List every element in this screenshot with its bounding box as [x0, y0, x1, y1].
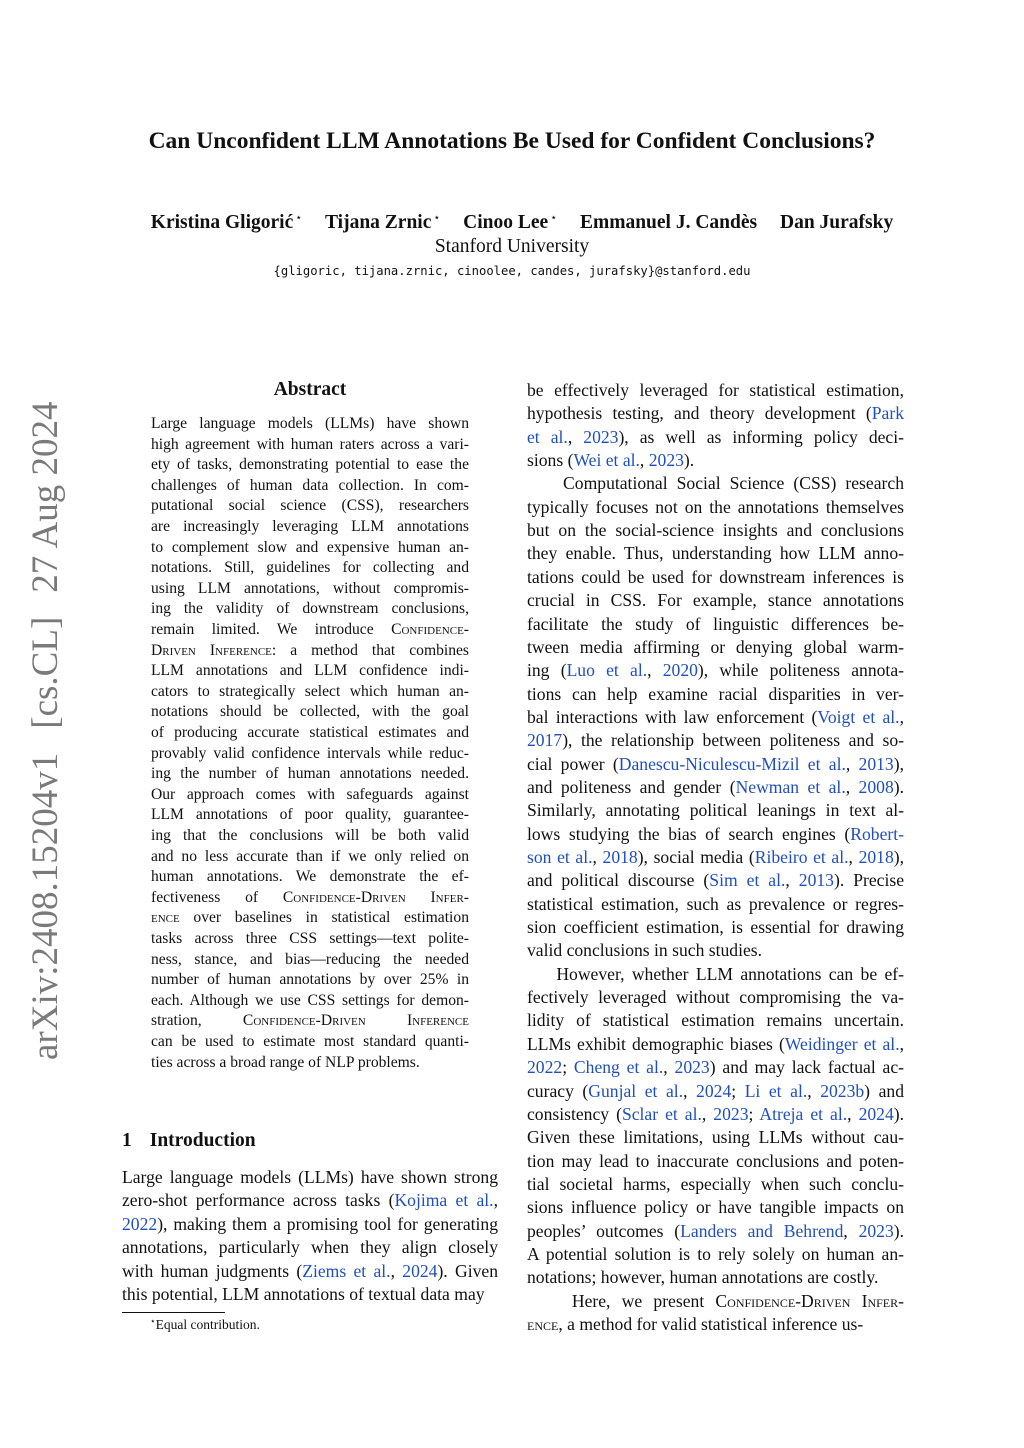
body-line: typically focuses not on the annotations themselves	[527, 496, 904, 517]
author: Tijana Zrnic ⋆	[325, 212, 441, 233]
abstract-line: ness, stance, and bias—reducing the needed	[151, 950, 469, 968]
paper-title: Can Unconfident LLM Annotations Be Used for Confident Conclusions?	[148, 128, 876, 154]
abstract-line: ties across a broad range of NLP problems.	[151, 1053, 420, 1071]
body-line: sions (Wei et al., 2023).	[527, 450, 695, 471]
abstract-line: Our approach comes with safeguards against	[151, 785, 469, 803]
body-line: cial power (Danescu-Niculescu-Mizil et al., 2013),	[527, 753, 904, 774]
footnote: ⋆Equal contribution.	[150, 1316, 260, 1332]
affiliation: Stanford University	[434, 236, 590, 257]
abstract-line: ing the validity of downstream conclusions,	[151, 600, 469, 618]
body-line: and political discourse (Sim et al., 2013). Precise	[527, 870, 905, 891]
abstract-line: remain limited. We introduce Confidence-	[151, 621, 469, 638]
body-line: Computational Social Science (CSS) research	[527, 473, 904, 494]
body-line: hypothesis testing, and theory development (Park	[527, 403, 904, 424]
body-line: lidity of statistical estimation remains uncertain.	[527, 1010, 904, 1031]
body-line: LLMs exhibit demographic biases (Weidinger et al.,	[527, 1033, 905, 1054]
author: Emmanuel J. Candès	[579, 212, 758, 233]
body-line: ence, a method for valid statistical inference us-	[527, 1314, 864, 1334]
body-line: sion coefficient estimation, is essential for drawing	[527, 917, 904, 938]
abstract-line: LLM annotations of poor quality, guarantee-	[151, 806, 469, 824]
abstract-line: ing that the conclusions will be both valid	[151, 827, 469, 844]
body-line: sions influence policy or have tangible impacts on	[527, 1197, 904, 1218]
abstract-line: Driven Inference: a method that combines	[151, 641, 469, 659]
abstract-line: Large language models (LLMs) have shown	[151, 415, 469, 432]
arxiv-category: [cs.CL]	[25, 616, 66, 729]
body-line: fectively leveraged without compromising the va-	[527, 987, 904, 1008]
body-line: However, whether LLM annotations can be ef-	[527, 963, 904, 984]
body-line: son et al., 2018), social media (Ribeiro et al., 2018),	[527, 847, 905, 867]
body-line: tion may lead to inaccurate conclusions and poten-	[527, 1150, 904, 1171]
author: Cinoo Lee ⋆	[463, 212, 558, 233]
body-line: peoples’ outcomes (Landers and Behrend, 2023).	[527, 1220, 905, 1241]
abstract-line: ence over baselines in statistical estimation	[151, 909, 469, 927]
author-list	[0, 211, 1024, 234]
abstract-line: challenges of human data collection. In com-	[151, 476, 469, 494]
arxiv-date: 27 Aug 2024	[25, 401, 66, 593]
section-heading: 1 Introduction	[122, 1130, 256, 1151]
arxiv-id: arXiv:2408.15204v1	[25, 752, 66, 1060]
abstract-line: cators to strategically select which human an-	[151, 682, 469, 700]
abstract-line: and no less accurate than if we only relied on	[151, 847, 469, 865]
abstract-line: human annotations. We demonstrate the ef-	[151, 868, 469, 886]
abstract-line: to complement slow and expensive human an-	[151, 538, 469, 556]
body-line: ing (Luo et al., 2020), while politeness annota-	[527, 660, 904, 681]
body-line: valid conclusions in such studies.	[527, 940, 763, 961]
body-line: statistical estimation, such as prevalence or regres-	[527, 893, 904, 914]
body-line: A potential solution is to rely solely on human an-	[527, 1243, 904, 1264]
abstract-line: LLM annotations and LLM confidence indi-	[151, 662, 469, 680]
body-line: consistency (Sclar et al., 2023; Atreja et al., 2024).	[527, 1103, 905, 1124]
abstract-line: ing the number of human annotations needed.	[151, 765, 469, 783]
abstract-line: provably valid confidence intervals while reduc-	[151, 744, 469, 762]
body-line: tween media affirming or denying global warm-	[527, 636, 904, 657]
body-line: this potential, LLM annotations of textual data may	[122, 1284, 485, 1304]
body-line: zero-shot performance across tasks (Kojima et al.,	[122, 1190, 498, 1211]
body-line: bal interactions with law enforcement (Voigt et al.,	[527, 706, 904, 727]
body-line: Similarly, annotating political leanings in text al-	[527, 800, 904, 821]
body-line: they enable. Thus, understanding how LLM anno-	[527, 543, 904, 564]
author-emails: {gligoric, tijana.zrnic, cinoolee, candes, jurafsky}@stanford.edu	[273, 264, 751, 278]
body-line: curacy (Gunjal et al., 2024; Li et al., 2023b) and	[527, 1080, 904, 1101]
body-line: but on the social-science insights and conclusions	[527, 520, 904, 541]
body-line: tial societal harms, especially when such conclu-	[527, 1173, 904, 1194]
abstract-line: high agreement with human raters across a vari-	[151, 435, 469, 453]
body-line: Here, we present Confidence-Driven Infer-	[527, 1290, 904, 1311]
arxiv-stamp	[24, 401, 68, 1060]
abstract-heading: Abstract	[273, 379, 347, 400]
abstract-line: putational social science (CSS), researchers	[151, 497, 469, 515]
body-line: and politeness and gender (Newman et al., 2008).	[527, 776, 904, 797]
body-line: facilitate the study of linguistic differences be-	[527, 613, 904, 634]
body-line: notations; however, human annotations are costly.	[527, 1267, 879, 1288]
body-line: annotations, particularly when they align closely	[122, 1237, 498, 1258]
abstract-line: fectiveness of Confidence-Driven Infer-	[151, 888, 469, 906]
body-line: tations could be used for downstream inferences is	[527, 566, 904, 587]
abstract-line: of producing accurate statistical estimates and	[151, 724, 469, 741]
body-line: 2022), making them a promising tool for generating	[122, 1213, 498, 1234]
abstract-line: notations should be collected, with the goal	[151, 703, 469, 721]
body-line: et al., 2023), as well as informing policy deci-	[527, 426, 904, 447]
abstract-line: are increasingly leveraging LLM annotations	[151, 518, 469, 535]
abstract-line: tasks across three CSS settings—text polite-	[151, 930, 469, 947]
footnote-rule	[122, 1312, 225, 1313]
body-line: tions can help examine racial disparities in ver-	[527, 683, 904, 704]
body-line: Given these limitations, using LLMs without cau-	[527, 1127, 904, 1148]
body-line: Large language models (LLMs) have shown strong	[122, 1167, 498, 1187]
body-line: 2017), the relationship between politeness and so-	[527, 730, 904, 751]
body-line: lows studying the bias of search engines (Robert-	[527, 823, 904, 844]
abstract-line: stration, Confidence-Driven Inference	[151, 1012, 469, 1030]
body-line: 2022; Cheng et al., 2023) and may lack factual ac-	[527, 1057, 905, 1078]
abstract-line: ety of tasks, demonstrating potential to ease the	[151, 456, 469, 474]
body-line: be effectively leveraged for statistical estimation,	[527, 380, 904, 400]
body-line: with human judgments (Ziems et al., 2024). Given	[122, 1260, 498, 1281]
abstract-line: can be used to estimate most standard quanti-	[151, 1033, 469, 1050]
author: Dan Jurafsky	[779, 212, 894, 233]
abstract-line: number of human annotations by over 25% in	[151, 971, 469, 989]
abstract-line: notations. Still, guidelines for collecting and	[151, 559, 469, 577]
abstract-line: each. Although we use CSS settings for demon-	[151, 991, 469, 1009]
abstract-line: using LLM annotations, without compromis-	[151, 579, 469, 597]
body-line: crucial in CSS. For example, stance annotations	[527, 590, 904, 611]
author: Kristina Gligorić ⋆	[150, 212, 303, 233]
